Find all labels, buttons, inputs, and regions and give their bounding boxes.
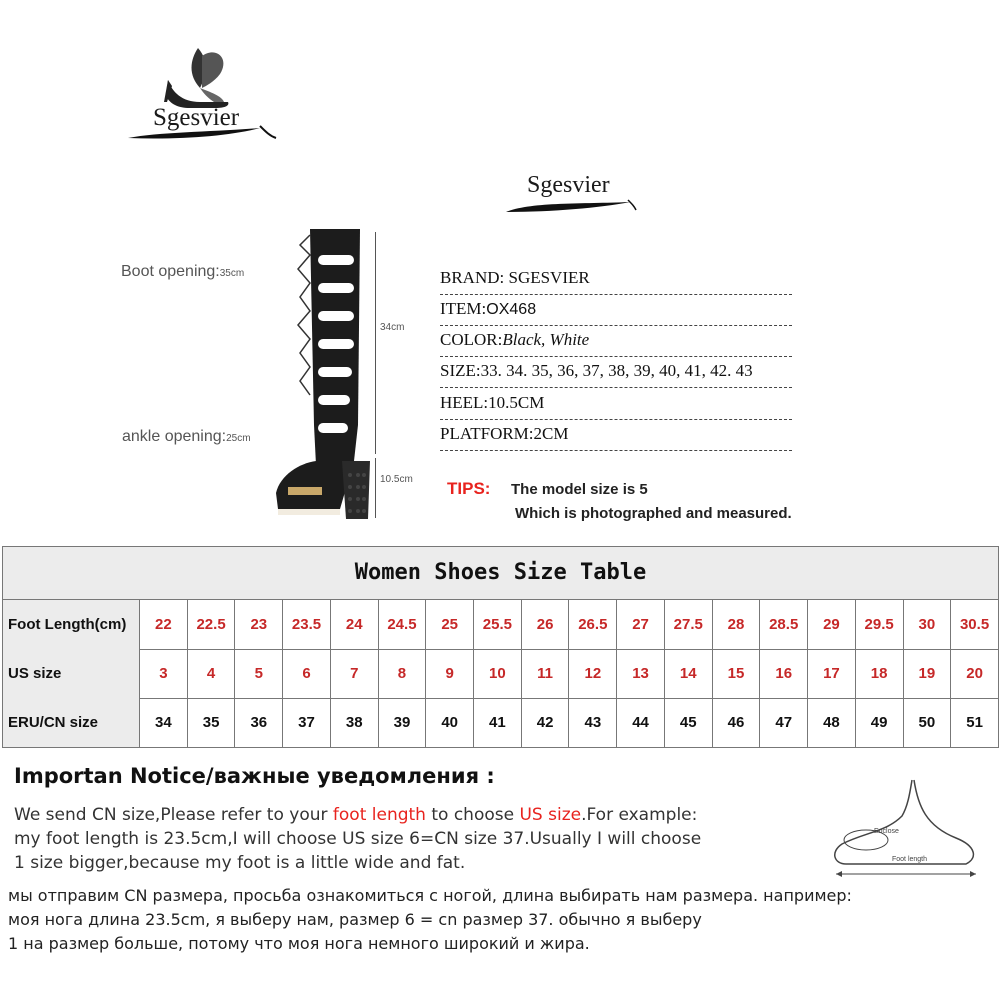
size-cell: 46 (713, 698, 761, 747)
boot-opening-value: 35cm (219, 268, 245, 279)
tips-line-1: The model size is 5 (511, 481, 648, 498)
brand-logo-top (120, 40, 290, 160)
size-table-row (3, 698, 998, 747)
size-cell: 15 (713, 649, 761, 698)
size-row-header: ERU/CN size (3, 698, 140, 747)
size-row-header: Foot Length(cm) (3, 600, 140, 649)
notice-text: .For example: (581, 805, 698, 825)
size-cell: 26 (522, 600, 570, 649)
size-cell: 26.5 (569, 600, 617, 649)
notice-russian-line-1: мы отправим CN размера, просьба ознакомиться с ногой, длина выбирать нам размера. например: (8, 886, 852, 905)
size-cell: 35 (188, 698, 236, 747)
size-cell: 22.5 (188, 600, 236, 649)
boot-product-image (270, 225, 390, 525)
size-cell: 36 (235, 698, 283, 747)
size-cell: 17 (808, 649, 856, 698)
size-cell: 37 (283, 698, 331, 747)
spec-platform (440, 420, 792, 451)
foot-outline-icon (826, 776, 994, 884)
boot-opening-label: Boot opening: (121, 263, 220, 280)
notice-line-3: 1 size bigger,because my foot is a little wide and fat. (14, 853, 466, 873)
notice-russian-line-2: моя нога длина 23.5cm, я выберу нам, размер 6 = cn размер 37. обычно я выберу (8, 910, 702, 929)
size-cell: 29.5 (856, 600, 904, 649)
tips-label: TIPS: (447, 479, 491, 498)
size-cell: 7 (331, 649, 379, 698)
size-cell: 9 (426, 649, 474, 698)
notice-line-1 (14, 805, 697, 825)
size-table (2, 546, 999, 748)
size-cell: 16 (760, 649, 808, 698)
enclose-label: Enclose (874, 828, 899, 835)
spec-value: Black, White (502, 330, 590, 349)
size-cell: 20 (966, 665, 983, 682)
spec-label: ITEM: (440, 299, 487, 318)
size-cell: 25.5 (474, 600, 522, 649)
size-cell: 43 (569, 698, 617, 747)
size-cell: 18 (856, 649, 904, 698)
size-cell: 30 (904, 600, 952, 649)
size-cell: 47 (760, 698, 808, 747)
brand-logo-text: Sgesvier (527, 172, 610, 198)
notice-highlight: US size (519, 805, 582, 825)
size-cell: 34 (140, 698, 188, 747)
spec-label: COLOR: (440, 330, 503, 349)
size-cell: 23 (235, 600, 283, 649)
size-cell: 48 (808, 698, 856, 747)
spec-item (440, 295, 792, 326)
foot-length-label: Foot length (892, 856, 928, 863)
size-cell: 19 (904, 649, 952, 698)
notice-highlight: foot length (332, 805, 426, 825)
spec-size-underline (440, 387, 792, 388)
size-cell: 50 (904, 698, 952, 747)
size-cell: 6 (283, 649, 331, 698)
logo-swoosh-icon (500, 168, 640, 218)
size-cell: 51 (966, 714, 983, 731)
boot-opening-dimension (121, 263, 244, 281)
size-cell: 10 (474, 649, 522, 698)
size-cell: 4 (188, 649, 236, 698)
size-cell: 11 (522, 649, 570, 698)
size-cell: 24 (331, 600, 379, 649)
size-cell: 5 (235, 649, 283, 698)
brand-logo-text: Sgesvier (153, 104, 240, 131)
spec-value: OX468 (486, 301, 537, 318)
ankle-opening-label: ankle opening: (122, 428, 227, 445)
gladiator-boot-icon (270, 225, 390, 525)
size-cell: 25 (426, 600, 474, 649)
heel-height-value: 10.5cm (380, 474, 413, 485)
notice-text: We send CN size,Please refer to your (14, 805, 333, 825)
tips-block (447, 479, 490, 499)
size-cell: 49 (856, 698, 904, 747)
size-cell: 30.5 (959, 616, 990, 633)
size-cell: 41 (474, 698, 522, 747)
notice-line-2: my foot length is 23.5cm,I will choose US size 6=CN size 37.Usually I will choose (14, 829, 702, 849)
size-cell: 14 (665, 649, 713, 698)
spec-value: 2CM (533, 424, 569, 443)
spec-label: HEEL: (440, 393, 489, 412)
high-heel-butterfly-icon (120, 40, 290, 160)
boot-height-value: 34cm (380, 322, 405, 333)
spec-label: PLATFORM: (440, 424, 534, 443)
size-cell: 27.5 (665, 600, 713, 649)
spec-value: SGESVIER (508, 268, 590, 287)
spec-brand (440, 264, 792, 295)
size-cell: 24.5 (379, 600, 427, 649)
tips-line-2: Which is photographed and measured. (515, 505, 792, 522)
size-cell: 44 (617, 698, 665, 747)
size-cell: 28.5 (760, 600, 808, 649)
spec-heel (440, 389, 792, 420)
spec-size (440, 357, 832, 387)
size-cell: 8 (379, 649, 427, 698)
size-table-row (3, 600, 998, 650)
spec-color (440, 326, 792, 357)
size-cell: 28 (713, 600, 761, 649)
spec-label: SIZE: (440, 361, 481, 380)
spec-value: 33. 34. 35, 36, 37, 38, 39, 40, 41, 42. 43 (480, 361, 753, 380)
size-table-title: Women Shoes Size Table (3, 547, 998, 600)
spec-value: 10.5CM (488, 393, 545, 412)
size-cell: 23.5 (283, 600, 331, 649)
notice-title: Importan Notice/важные уведомления : (14, 764, 495, 788)
size-table-row (3, 649, 998, 699)
notice-text: to choose (425, 805, 520, 825)
heel-dimension-line (375, 458, 376, 518)
size-cell: 29 (808, 600, 856, 649)
size-cell: 42 (522, 698, 570, 747)
size-cell: 45 (665, 698, 713, 747)
size-cell: 12 (569, 649, 617, 698)
size-cell: 27 (617, 600, 665, 649)
height-dimension-line (375, 232, 376, 454)
size-cell: 40 (426, 698, 474, 747)
size-cell: 38 (331, 698, 379, 747)
size-cell: 39 (379, 698, 427, 747)
ankle-opening-value: 25cm (226, 433, 251, 444)
size-row-header: US size (3, 649, 140, 698)
notice-russian-line-3: 1 на размер больше, потому что моя нога немного широкий и жира. (8, 934, 590, 953)
size-cell: 13 (617, 649, 665, 698)
ankle-opening-dimension (122, 428, 251, 446)
size-cell: 22 (140, 600, 188, 649)
brand-logo-mid (500, 168, 640, 218)
size-cell: 3 (140, 649, 188, 698)
foot-measure-diagram (826, 776, 994, 884)
spec-label: BRAND: (440, 268, 509, 287)
